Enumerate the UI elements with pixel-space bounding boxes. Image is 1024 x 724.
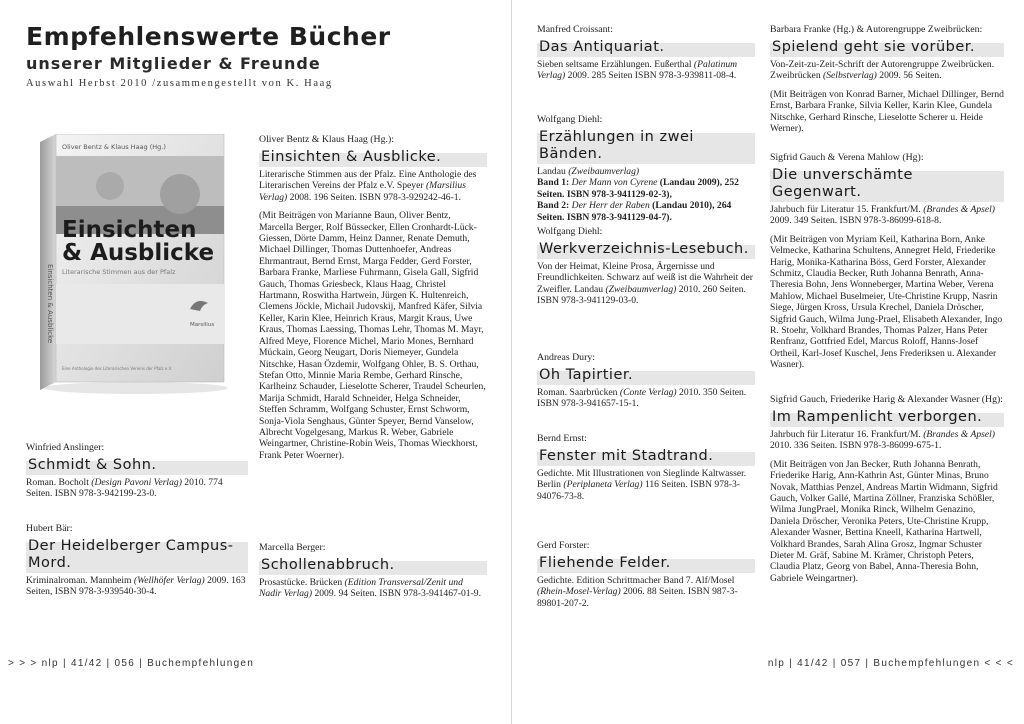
book-author: Barbara Franke (Hg.) & Autorengruppe Zweibrücken: <box>770 24 983 35</box>
book-entry-spielend <box>770 24 1004 134</box>
desc-details: 2009. 285 Seiten ISBN 978-3-939811-08-4. <box>567 70 737 82</box>
book-entry-schmidt <box>26 442 248 500</box>
book-description <box>770 59 1004 82</box>
book-description <box>26 575 248 598</box>
book-title: Erzählungen in zwei Bänden. <box>537 129 755 164</box>
desc-publisher: (Edition Transversal/Zenit und Nadir Verlag) <box>259 577 463 600</box>
book-title: Werkverzeichnis-Lesebuch. <box>537 241 755 259</box>
book-description <box>537 261 755 307</box>
desc-text: Jahrbuch für Literatur 15. Frankfurt/M. <box>770 204 921 215</box>
book-author: Oliver Bentz & Klaus Haag (Hg.): <box>259 134 394 145</box>
book-entry-schollenabbruch <box>259 542 487 600</box>
desc-details: 2006. 88 Seiten. ISBN 987-3-89801-207-2. <box>537 586 738 609</box>
desc-text: Roman. Saarbrücken <box>537 387 618 398</box>
book-author: Wolfgang Diehl: <box>537 114 603 125</box>
desc-text: Kriminalroman. Mannheim <box>26 575 132 586</box>
book-title: Schmidt & Sohn. <box>26 457 248 475</box>
book-entry-werkverzeichnis <box>537 226 755 307</box>
book-author: Gerd Forster: <box>537 540 590 551</box>
book-contributors: (Mit Beiträgen von Myriam Keil, Katharina Born, Anke Velmecke, Katharina Schultens, Annegret Held, Friederike Harig, Monika-Katharina Böss, Gerd Forster, Alexander Schmitz, Claudia Becker, Ruth Johanna Benrath, Anna-Theresia Bohn, Jens Wonneberger, Martina Weber, Verena Mahlow, Michael Buselmeier, Ute-Christine Krupp, Nasrin Siege, Jürgen Kross, Ursula Krechel, Daniela Dröscher, Sigfrid Gauch, Wilma Jung-Prael, Elisabeth Alexander, Ingo R. Stoehr, Volkhard Brandes, Thomas Palzer, Hans Peter Renfranz, Gottfried Edel, Marcus Roloff, Hanns-Josef Ortheil, Karl-Josef Kuschel, Jens Frederiksen u. Alexander Wasner). <box>770 233 1003 371</box>
book-author: Hubert Bär: <box>26 523 73 534</box>
desc-text: Von-Zeit-zu-Zeit-Schrift der Autorengruppe Zweibrücken. Zweibrücken <box>770 59 995 82</box>
band2-label: Band 2: <box>537 200 570 212</box>
book-title: Spielend geht sie vorüber. <box>770 39 1004 57</box>
book-description <box>259 577 487 600</box>
page-credit: Auswahl Herbst 2010 /zusammengestellt von K. Haag <box>26 78 333 89</box>
desc-text: Gedichte. Edition Schrittmacher Band 7. Alf/Mosel <box>537 575 735 586</box>
book-description <box>537 575 755 609</box>
desc-details: 2010. 336 Seiten. ISBN 978-3-86099-675-1. <box>770 440 942 452</box>
book-title: Fliehende Felder. <box>537 555 755 573</box>
desc-publisher: (Rhein-Mosel-Verlag) <box>537 586 621 598</box>
page-subtitle: unserer Mitglieder & Freunde <box>26 54 321 73</box>
desc-text: Landau <box>537 166 566 177</box>
book-description <box>26 477 248 500</box>
book-entry-rampenlicht <box>770 394 1004 584</box>
desc-text: Prosastücke. Brücken <box>259 577 343 588</box>
book-title: Fenster mit Stadtrand. <box>537 448 755 466</box>
book-description <box>770 429 1004 452</box>
page-divider <box>511 0 512 724</box>
cover-title-line1: Einsichten <box>62 217 197 243</box>
footer-left: > > > nlp | 41/42 | 056 | Buchempfehlungen <box>8 658 255 669</box>
book-entry-erzaehlungen <box>537 114 755 223</box>
desc-text: Roman. Bocholt <box>26 477 89 488</box>
page-title: Empfehlenswerte Bücher <box>26 22 391 51</box>
book-author: Manfred Croissant: <box>537 24 613 35</box>
book-description <box>537 468 755 502</box>
book-description <box>770 204 1004 227</box>
desc-text: Gedichte. Mit Illustrationen von Sieglinde Kaltwasser. Berlin <box>537 468 747 491</box>
desc-publisher: (Zweibaumverlag) <box>605 283 677 295</box>
desc-publisher: (Brandes & Apsel) <box>923 429 995 440</box>
book-author: Marcella Berger: <box>259 542 326 553</box>
cover-title-line2: & Ausblicke <box>62 240 215 266</box>
cover-tagline: Literarische Stimmen aus der Pfalz <box>62 268 176 276</box>
book-entry-fenster <box>537 433 755 502</box>
desc-publisher: (Marsilius Verlag) <box>259 180 466 203</box>
desc-publisher: (Brandes & Apsel) <box>923 204 995 215</box>
desc-details: 2009. 349 Seiten. ISBN 978-3-86099-618-8. <box>770 215 942 227</box>
book-entry-tapirtier <box>537 352 755 410</box>
desc-details: 2008. 196 Seiten. ISBN 978-3-929242-46-1. <box>289 191 461 203</box>
cover-publisher: Marsilius <box>190 322 215 328</box>
desc-details: 2010. 350 Seiten. ISBN 978-3-941657-15-1. <box>537 387 747 410</box>
book-description <box>537 59 755 82</box>
book-entry-antiquariat <box>537 24 755 82</box>
book-author: Winfried Anslinger: <box>26 442 105 453</box>
book-contributors: (Mit Beiträgen von Jan Becker, Ruth Johanna Benrath, Friederike Harig, Ann-Kathrin Ast, Günter Minas, Bruno Novak, Matthias Penzel, Andreas Martin Widmann, Sigfrid Gauch, Volker Gallé, Martina Zöllner, Franziska Schößler, Wilma JungPrael, Monika Rinck, Wilhelm Genazino, Daniela Dröscher, Veronika Peters, Ute-Christine Krupp, Alexander Wasner, Bettina Kneell, Katharina Hartwell, Volkhard Brandes, Sarah Alina Grosz, Ingmar Schuster Dieter M. Gräf, Sabine M. Krämer, Christoph Peters, Claudia Platz, Georg von Babel, Anna-Theresia Bohn, Gabriele Weingartner). <box>770 458 998 584</box>
book-entry-fliehende <box>537 540 755 609</box>
desc-details: 2009. 56 Seiten. <box>879 70 942 82</box>
book-title: Einsichten & Ausblicke. <box>259 149 487 167</box>
book-title: Das Antiquariat. <box>537 39 755 57</box>
desc-text: Literarische Stimmen aus der Pfalz. Eine Anthologie des Literarischen Vereins der Pfalz e.V. Speyer <box>259 169 477 192</box>
desc-publisher: (Wellhöfer Verlag) <box>133 575 205 586</box>
book-title: Die unverschämte Gegenwart. <box>770 167 1004 202</box>
book-contributors: (Mit Beiträgen von Marianne Baun, Oliver Bentz, Marcella Berger, Rolf Büssecker, Ellen Cronhardt-Lück-Giessen, Dörte Damm, Heinz Danner, Renate Demuth, Michael Dillinger, Thomas Duttenhoefer, Andreas Ehrmantraut, Bernd Ernst, Marga Fedder, Gerd Forster, Barbara Franke, Marliese Fuhrmann, Gisela Gall, Sigfrid Gauch, Thomas Griesbeck, Klaus Haag, Christel Hartmann, Roswitha Hartwein, Jürgen K. Hultenreich, Clemens Jöckle, Michail Judovskij, Manfred Käfer, Silvia Keller, Karin Klee, Heinrich Kraus, Margit Kraus, Uwe Kraus, Thomas Laessing, Thomas Lehr, Thomas M. Mayr, Alfred Meye, Florence Michel, Mario Mones, Bernhard Mückain, Georg Neugart, Doris Niemeyer, Gundela Nitschke, Hasan Özdemir, Wolfgang Ohler, B. S. Orthau, Stefan Otto, Minnie Maria Rembe, Gerhard Rinsche, Karlheinz Schauder, Lieselotte Scherer, Traudel Scheurlen, Marija Schmidt, Harald Schneider, Helga Schneider, Steffen Schramm, Wolfgang Schuster, Ernst Schworm, Sonja-Viola Senghaus, Günter Speyer, Bernd Vanselow, Albrecht Vogelgesang, Markus R. Weber, Gabriele Weingartner, Christine-Robin Weis, Thomas Wieckhorst, Frank Peter Woerner). <box>259 210 486 461</box>
book-description <box>259 169 487 203</box>
book-description <box>537 166 755 223</box>
book-title: Der Heidelberger Campus-Mord. <box>26 538 248 573</box>
header <box>26 22 496 89</box>
band2-title: Der Herr der Raben <box>571 200 650 212</box>
desc-publisher: (Palatinum Verlag) <box>537 59 738 82</box>
book-contributors: (Mit Beiträgen von Konrad Barner, Michael Dillinger, Bernd Ernst, Barbara Franke, Silvia Keller, Karin Klee, Gundela Nitschke, Gerhard Rinsche, Lieselotte Scherer u. Heide Werner). <box>770 88 1004 135</box>
footer-right: nlp | 41/42 | 057 | Buchempfehlungen < < < <box>767 658 1014 669</box>
book-author: Wolfgang Diehl: <box>537 226 603 237</box>
book-author: Sigfrid Gauch & Verena Mahlow (Hg): <box>770 152 924 163</box>
book-cover-svg <box>40 134 228 396</box>
desc-publisher: (Conte Verlag) <box>619 387 677 398</box>
desc-text: Von der Heimat, Kleine Prosa, Ärgernisse und Freundlichkeiten. Schwarz auf weiß ist die Wahrheit der Zweifler. Landau <box>537 261 753 295</box>
desc-details: 116 Seiten. ISBN 978-3-94076-73-8. <box>537 479 740 502</box>
desc-publisher: (Design Pavoni Verlag) <box>91 477 182 488</box>
desc-publisher: (Zweibaumverlag) <box>568 166 640 177</box>
cover-spine-text: Einsichten & Ausblicke <box>46 264 54 344</box>
band1-details: (Landau 2009), 252 Seiten. ISBN 978-3-941129-02-3), <box>537 177 739 200</box>
book-author: Andreas Dury: <box>537 352 595 363</box>
desc-details: 2009. 163 Seiten, ISBN 978-3-939540-30-4. <box>26 575 246 598</box>
desc-details: 2010. 774 Seiten. ISBN 978-3-942199-23-0. <box>26 477 223 500</box>
desc-details: 2009. 94 Seiten. ISBN 978-3-941467-01-9. <box>314 588 481 600</box>
book-author: Sigfrid Gauch, Friederike Harig & Alexander Wasner (Hg): <box>770 394 1003 405</box>
cover-authors: Oliver Bentz & Klaus Haag (Hg.) <box>62 143 166 151</box>
book-entry-heidelberger <box>26 523 248 598</box>
book-title: Schollenabbruch. <box>259 557 487 575</box>
book-title: Im Rampenlicht verborgen. <box>770 409 1004 427</box>
desc-text: Sieben seltsame Erzählungen. Eußerthal <box>537 59 692 70</box>
desc-publisher: (Periplaneta Verlag) <box>563 479 643 491</box>
book-description <box>537 387 755 410</box>
desc-details: 2010. 260 Seiten. ISBN 978-3-941129-03-0. <box>537 283 746 307</box>
band2-details: (Landau 2010), 264 Seiten. ISBN 978-3-941129-04-7). <box>537 200 732 223</box>
book-entry-gegenwart <box>770 152 1004 371</box>
book-cover-image <box>40 134 228 396</box>
book-entry-einsichten <box>259 134 487 461</box>
desc-publisher: (Selbstverlag) <box>823 70 877 82</box>
book-title: Oh Tapirtier. <box>537 367 755 385</box>
book-author: Bernd Ernst: <box>537 433 587 444</box>
band1-title: Der Mann von Cyrene <box>571 177 658 189</box>
desc-text: Jahrbuch für Literatur 16. Frankfurt/M. <box>770 429 921 440</box>
cover-footnote: Eine Anthologie des Literarischen Vereins der Pfalz e.V. <box>62 366 173 371</box>
band1-label: Band 1: <box>537 177 570 189</box>
